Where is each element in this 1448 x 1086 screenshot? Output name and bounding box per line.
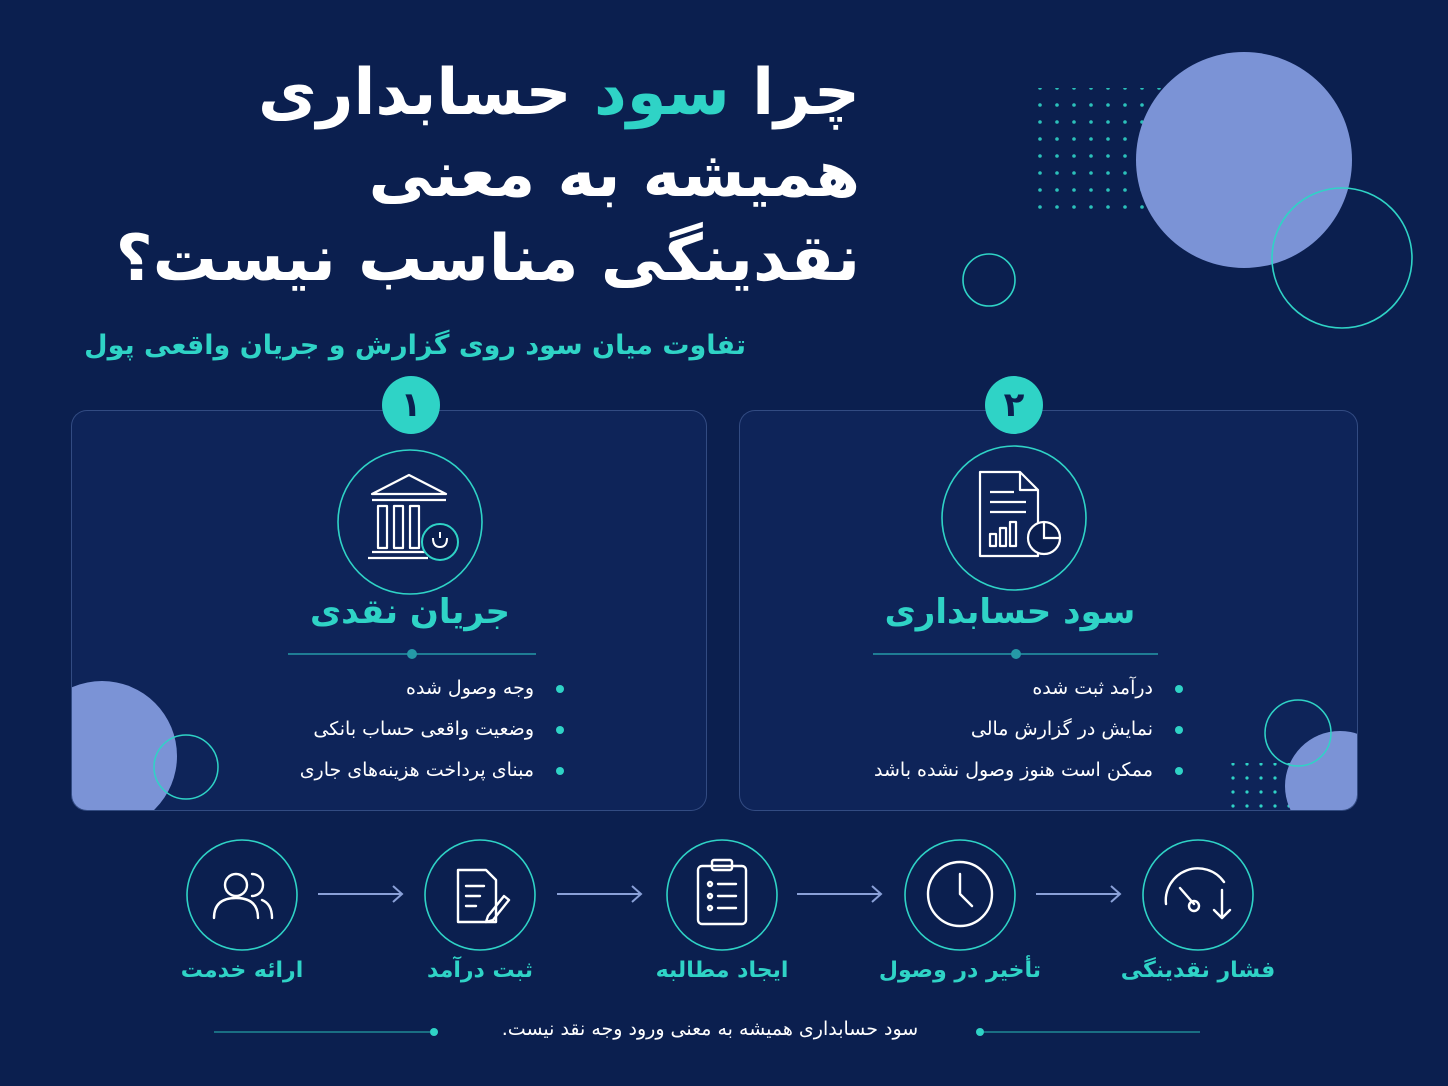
- page-title-line-2: همیشه به معنی: [368, 138, 860, 212]
- card1-title: جریان نقدی: [309, 592, 511, 632]
- gauge-down-icon: [1166, 868, 1230, 918]
- step-label: فشار نقدینگی: [1120, 958, 1276, 983]
- step-circle: [1143, 840, 1253, 950]
- arrow-right-icon: [557, 886, 641, 902]
- page-subtitle: تفاوت میان سود روی گزارش و جریان واقعی پول: [84, 330, 746, 361]
- card2-title: سود حسابداری: [884, 592, 1136, 632]
- card2-bullet-list: [874, 668, 1183, 791]
- page-title-line-1: چرا سود حسابداری: [257, 56, 860, 130]
- step-label: ثبت درآمد: [426, 958, 533, 983]
- users-icon: [214, 874, 272, 918]
- list-item: وضعیت واقعی حساب بانکی: [300, 709, 564, 750]
- page-title-line-3: نقدینگی مناسب نیست؟: [115, 222, 860, 296]
- process-steps: [0, 830, 1448, 960]
- arrow-right-icon: [1036, 886, 1120, 902]
- bank-coin-icon: [336, 448, 486, 598]
- list-item: نمایش در گزارش مالی: [874, 709, 1183, 750]
- card1-bullet-list: [300, 668, 564, 791]
- step-label: ارائه خدمت: [180, 958, 304, 983]
- card2-number-badge: ۲: [985, 376, 1043, 434]
- list-item: وجه وصول شده: [300, 668, 564, 709]
- list-item: مبنای پرداخت هزینه‌های جاری: [300, 750, 564, 791]
- step-label: ایجاد مطالبه: [655, 958, 789, 983]
- list-item: ممکن است هنوز وصول نشده باشد: [874, 750, 1183, 791]
- footer-note: سود حسابداری همیشه به معنی ورود وجه نقد نیست.: [501, 1018, 919, 1040]
- report-chart-icon: [940, 444, 1090, 594]
- arrow-right-icon: [318, 886, 402, 902]
- list-item: درآمد ثبت شده: [874, 668, 1183, 709]
- document-edit-icon: [458, 870, 509, 922]
- step-label: تأخیر در وصول: [878, 958, 1042, 983]
- title-highlight: سود: [593, 56, 730, 130]
- arrow-right-icon: [797, 886, 881, 902]
- clock-icon: [928, 862, 992, 926]
- card1-number-badge: ۱: [382, 376, 440, 434]
- clipboard-list-icon: [698, 860, 746, 924]
